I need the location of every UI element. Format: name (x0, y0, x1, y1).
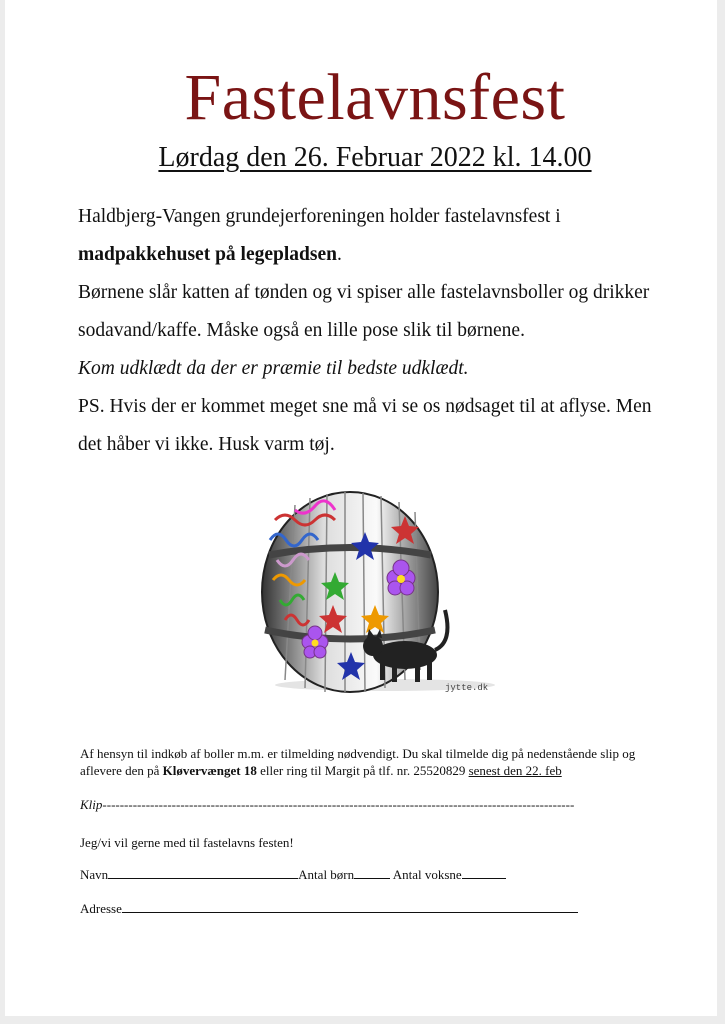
signup-info (80, 745, 680, 779)
children-field[interactable] (354, 866, 390, 879)
event-date: Lørdag den 26. Februar 2022 kl. 14.00 (158, 142, 592, 173)
costume-note-text: Kom udklædt da der er præmie til bedste udklædt. (78, 358, 469, 379)
illustration-credit: jytte.dk (445, 683, 489, 693)
slip-heading: Jeg/vi vil gerne med til fastelavns festen! (80, 835, 294, 850)
name-field[interactable] (108, 866, 298, 879)
name-label: Navn (80, 867, 109, 882)
page-title: Fastelavnsfest (184, 61, 566, 134)
signup-deadline: senest den 22. feb (468, 763, 562, 778)
intro-paragraph (78, 198, 678, 274)
barrel-cat-illustration (255, 480, 505, 695)
intro-end: . (336, 244, 342, 265)
activities-paragraph: Børnene slår katten af tønden og vi spiser alle fastelavnsboller og drikker sodavand/kaffe. Måske også en lille pose slik til børnene. (78, 282, 650, 341)
address-label: Adresse (80, 901, 122, 916)
flyer-page (5, 0, 717, 1016)
signup-text-1: Af hensyn til indkøb af boller m.m. er tilmelding nødvendigt. Du skal tilmelde dig på nedenstående slip og aflevere den på (80, 746, 636, 778)
slip-form-row-2 (80, 900, 578, 917)
intro-text: Haldbjerg-Vangen grundejerforeningen holder fastelavnsfest i (78, 206, 561, 227)
location-text: madpakkehuset på legepladsen (78, 244, 337, 265)
flyer-body (78, 198, 678, 464)
address-field[interactable] (122, 900, 578, 913)
signup-text-2: eller ring til Margit på tlf. nr. 25520829 (256, 763, 469, 778)
signup-address: Kløvervænget 18 (162, 763, 257, 778)
children-label: Antal børn (298, 867, 355, 882)
adults-field[interactable] (462, 866, 506, 879)
cut-line (80, 796, 660, 813)
costume-note (78, 350, 678, 388)
klip-dashes: ------------------------------------------------------------------------------------------------------------- (102, 797, 575, 812)
ps-paragraph: PS. Hvis der er kommet meget sne må vi se os nødsaget til at aflyse. Men det håber vi ikke. Husk varm tøj. (78, 396, 652, 455)
adults-label: Antal voksne (392, 867, 462, 882)
slip-form-row-1 (80, 866, 506, 883)
klip-label: Klip (80, 797, 103, 812)
